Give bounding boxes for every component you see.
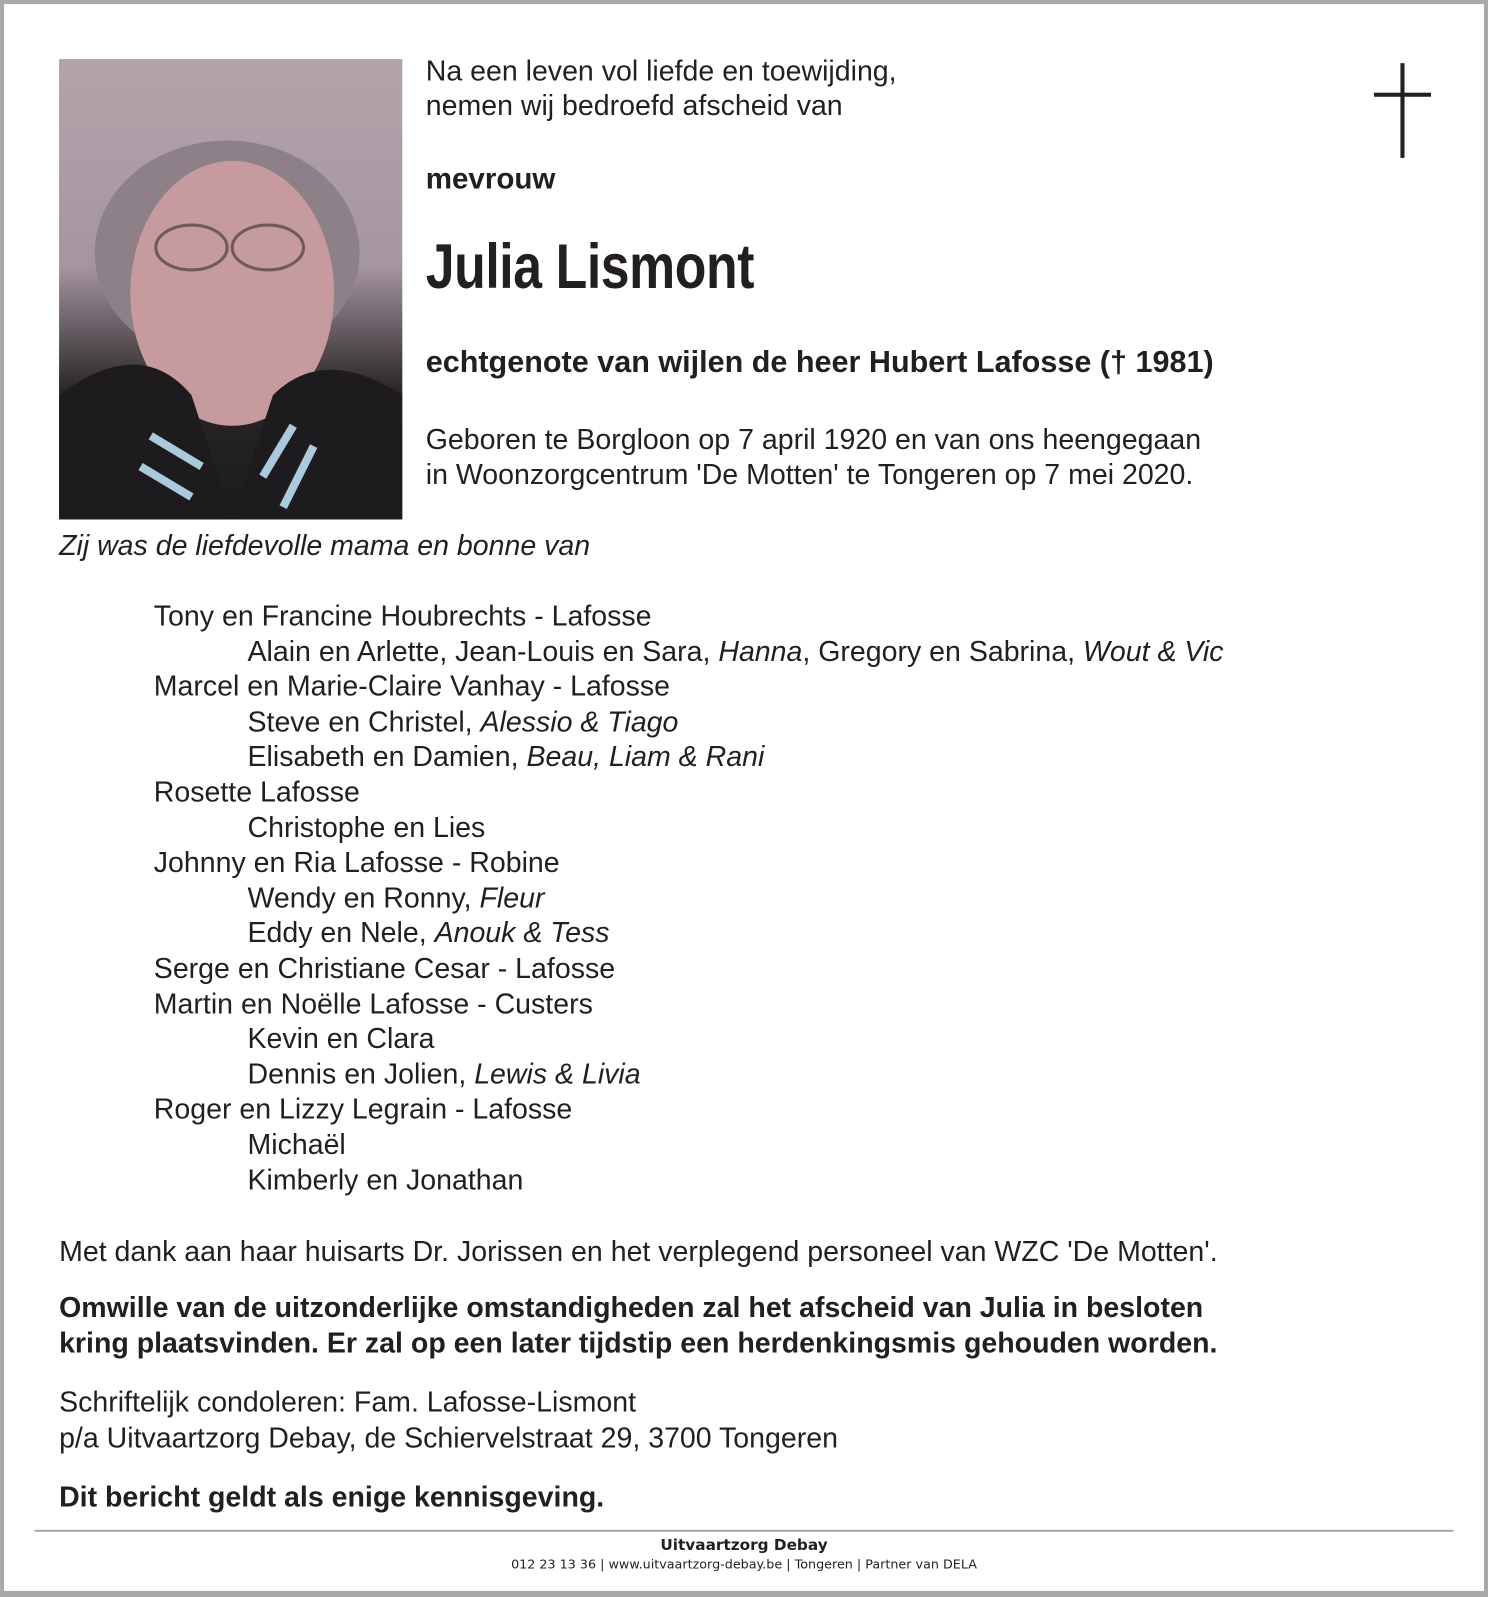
child-row	[154, 986, 1224, 1021]
cross-icon	[1374, 63, 1431, 158]
grandchildren-row	[154, 740, 1224, 775]
family-names: Kimberly en Jonathan	[247, 1163, 524, 1196]
great-grandchildren-names: Alessio & Tiago	[480, 705, 679, 738]
honorific: mevrouw	[425, 162, 556, 196]
grandchildren-row	[154, 705, 1224, 740]
condolence-line-1: Schriftelijk condoleren: Fam. Lafosse-Lismont	[59, 1386, 637, 1418]
spouse-line: echtgenote van wijlen de heer Hubert Lafosse († 1981)	[425, 345, 1214, 379]
portrait-photo	[59, 59, 402, 519]
grandchildren-row	[154, 916, 1224, 951]
great-grandchildren-names: Hanna	[718, 635, 803, 667]
family-intro: Zij was de liefdevolle mama en bonne van	[59, 529, 591, 562]
child-row	[154, 951, 1224, 986]
family-names: Tony en Francine Houbrechts - Lafosse	[153, 599, 652, 632]
great-grandchildren-names: Wout & Vic	[1082, 635, 1224, 667]
intro-line-1: Na een leven vol liefde en toewijding,	[425, 54, 897, 87]
great-grandchildren-names: Lewis & Livia	[474, 1057, 641, 1090]
great-grandchildren-names: Anouk & Tess	[434, 917, 610, 949]
family-names: , Gregory en Sabrina,	[802, 635, 1083, 667]
child-row	[154, 846, 1224, 881]
family-names: Kevin en Clara	[247, 1022, 435, 1055]
grandchildren-row	[154, 881, 1224, 916]
notice-line-2: kring plaatsvinden. Er zal op een later tijdstip een herdenkingsmis gehouden worden.	[59, 1327, 1218, 1359]
grandchildren-row	[154, 1127, 1224, 1162]
grandchildren-row	[154, 1022, 1224, 1057]
family-names: Michaël	[247, 1128, 346, 1160]
grandchildren-row	[154, 1163, 1224, 1198]
grandchildren-row	[154, 810, 1224, 845]
grandchildren-row	[154, 1057, 1224, 1092]
family-names: Christophe en Lies	[247, 811, 486, 843]
family-names: Johnny en Ria Lafosse - Robine	[153, 846, 560, 879]
family-names: Alain en Arlette, Jean-Louis en Sara,	[247, 635, 719, 667]
family-names: Rosette Lafosse	[153, 776, 360, 808]
family-names: Martin en Noëlle Lafosse - Custers	[153, 987, 593, 1020]
intro-line-2: nemen wij bedroefd afscheid van	[425, 89, 843, 122]
footer-company: Uitvaartzorg Debay	[660, 1535, 828, 1555]
notice-line-1: Omwille van de uitzonderlijke omstandigheden zal het afscheid van Julia in besloten	[59, 1291, 1204, 1324]
child-row	[154, 669, 1224, 704]
footer-divider	[35, 1530, 1454, 1532]
child-row	[154, 1092, 1224, 1127]
grandchildren-row	[154, 634, 1224, 669]
family-list	[154, 599, 1224, 1198]
family-names: Serge en Christiane Cesar - Lafosse	[153, 952, 616, 984]
family-names: Dennis en Jolien,	[247, 1057, 475, 1090]
thanks-line: Met dank aan haar huisarts Dr. Jorissen en het verplegend personeel van WZC 'De Motten'.	[59, 1235, 1218, 1268]
birth-line-2: in Woonzorgcentrum 'De Motten' te Tongeren op 7 mei 2020.	[425, 458, 1194, 490]
great-grandchildren-names: Fleur	[479, 881, 545, 914]
deceased-name: Julia Lismont	[425, 232, 755, 303]
child-row	[154, 599, 1224, 634]
family-names: Roger en Lizzy Legrain - Lafosse	[153, 1093, 573, 1125]
footer-info: 012 23 13 36 | www.uitvaartzorg-debay.be | Tongeren | Partner van DELA	[511, 1556, 977, 1572]
great-grandchildren-names: Beau, Liam & Rani	[526, 740, 765, 773]
closing-line: Dit bericht geldt als enige kennisgeving.	[59, 1480, 605, 1513]
family-names: Marcel en Marie-Claire Vanhay - Lafosse	[153, 670, 670, 702]
condolence-line-2: p/a Uitvaartzorg Debay, de Schiervelstraat 29, 3700 Tongeren	[59, 1421, 838, 1454]
birth-line-1: Geboren te Borgloon op 7 april 1920 en van ons heengegaan	[425, 423, 1202, 456]
family-names: Elisabeth en Damien,	[247, 740, 527, 773]
family-names: Steve en Christel,	[247, 705, 481, 738]
family-names: Eddy en Nele,	[247, 917, 435, 949]
family-names: Wendy en Ronny,	[247, 881, 480, 914]
child-row	[154, 775, 1224, 810]
